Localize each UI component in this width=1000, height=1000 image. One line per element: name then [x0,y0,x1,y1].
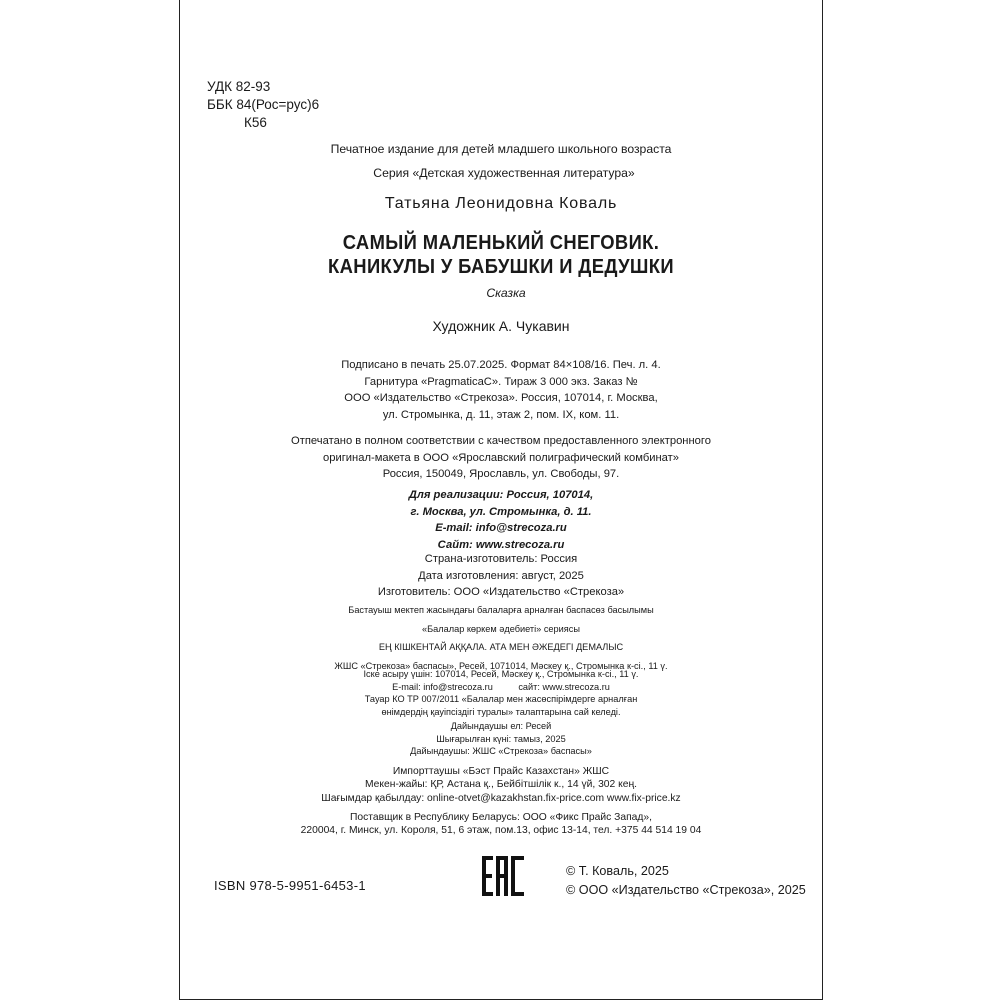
sales-info-line: г. Москва, ул. Стромынка, д. 11. [410,505,592,518]
printer-info-line: оригинал-макета в ООО «Ярославский полиграфический комбинат» [323,451,679,464]
manufacturer-info-line: Дата изготовления: август, 2025 [418,569,584,582]
edition-note: Печатное издание для детей младшего школьного возраста [330,142,672,156]
kazakh-line: E-mail: info@strecoza.ru сайт: www.strecoza.ru [392,681,610,692]
print-info-line: Гарнитура «PragmaticaC». Тираж 3 000 экз. Заказ № [364,375,638,388]
eac-mark-icon [480,854,526,898]
belarus-supplier-block [180,811,822,838]
importer-line: Мекен-жайы: ҚР, Астана қ., Бейбітшілік к., 14 үй, 302 кең. [364,779,638,791]
series-line: Серия «Детская художественная литература» [373,166,635,180]
book-title [180,231,822,279]
publisher-address [180,390,822,423]
genre-label: Сказка [486,286,526,300]
belarus-line: Поставщик в Республику Беларусь: ООО «Фикс Прайс Запад», [350,812,652,823]
kazakh-line: «Балалар көркем әдебиеті» сериясы [422,623,580,634]
belarus-line: 220004, г. Минск, ул. Короля, 51, 6 этаж, пом.13, офис 13-14, тел. +375 44 514 19 04 [300,825,702,837]
print-info-line: Подписано в печать 25.07.2025. Формат 84×108/16. Печ. л. 4. [341,359,661,371]
kazakh-info-block [180,604,822,672]
manufacturer-info-line: Изготовитель: ООО «Издательство «Стрекоза» [377,586,625,598]
print-info [180,357,822,390]
publisher-address-line: ООО «Издательство «Стрекоза». Россия, 107014, г. Москва, [344,392,658,404]
kazakh-line: Шығарылған күні: тамыз, 2025 [436,733,566,744]
kazakh-line: Іске асыру үшін: 107014, Ресей, Мәскеу қ., Стромынка к-сі., 11 ү. [363,669,639,679]
printer-info-line: Россия, 150049, Ярославль, ул. Свободы, 97. [382,468,620,480]
manufacturer-info [180,551,822,601]
udk-code: УДК 82-93 [207,79,271,94]
author-code: К56 [244,115,267,130]
title-line-2: КАНИКУЛЫ У БАБУШКИ И ДЕДУШКИ [328,256,674,278]
sales-info-line: Сайт: www.strecoza.ru [437,538,565,551]
importer-block [180,765,822,805]
importer-line: Шағымдар қабылдау: online-otvet@kazakhstan.fix-price.com www.fix-price.kz [321,792,681,804]
kazakh-manufacturer-block [180,720,822,758]
kazakh-line: өнімдердің қауіпсіздігі туралы» талаптарына сай келеді. [381,706,621,717]
printer-info [180,433,822,483]
classification-block [207,78,319,132]
title-line-1: САМЫЙ МАЛЕНЬКИЙ СНЕГОВИК. [342,232,660,254]
bbk-code: ББК 84(Рос=рус)6 [207,97,320,112]
kazakh-line: Дайындаушы: ЖШС «Стрекоза» баспасы» [410,746,592,756]
copyright-publisher: © ООО «Издательство «Стрекоза», 2025 [566,883,806,897]
isbn-number: ISBN 978-5-9951-6453-1 [214,878,366,893]
kazakh-standard-block [180,693,822,718]
manufacturer-info-line: Страна-изготовитель: Россия [424,553,578,565]
sales-info-line: Для реализации: Россия, 107014, [408,489,594,501]
illustrator-credit: Художник А. Чукавин [432,318,570,334]
author-name: Татьяна Леонидовна Коваль [384,195,618,212]
kazakh-line: Тауар КО ТР 007/2011 «Балалар мен жасөспірімдерге арналған [364,694,638,704]
kazakh-line: Бастауыш мектеп жасындағы балаларға арналған баспасөз басылымы [348,605,654,615]
sales-info [180,487,822,553]
sales-info-line: E-mail: info@strecoza.ru [435,522,567,534]
kazakh-sales-block [180,668,822,693]
publisher-address-line: ул. Стромынка, д. 11, этаж 2, пом. IX, ком. 11. [382,408,620,421]
kazakh-line: ЕҢ КІШКЕНТАЙ АҚҚАЛА. АТА МЕН ӘЖЕДЕГІ ДЕМАЛЫС [378,642,624,652]
kazakh-line: ЖШС «Стрекоза» баспасы», Ресей, 1071014, Мәскеу қ., Стромынка к-сі., 11 ү. [334,660,668,671]
copyright-block [566,862,806,900]
copyright-author: © Т. Коваль, 2025 [566,864,669,878]
kazakh-line: Дайындаушы ел: Ресей [450,721,552,731]
printer-info-line: Отпечатано в полном соответствии с качеством предоставленного электронного [291,435,711,447]
importer-line: Импорттаушы «Бэст Прайс Казахстан» ЖШС [392,766,610,777]
book-imprint-page [179,0,823,1000]
